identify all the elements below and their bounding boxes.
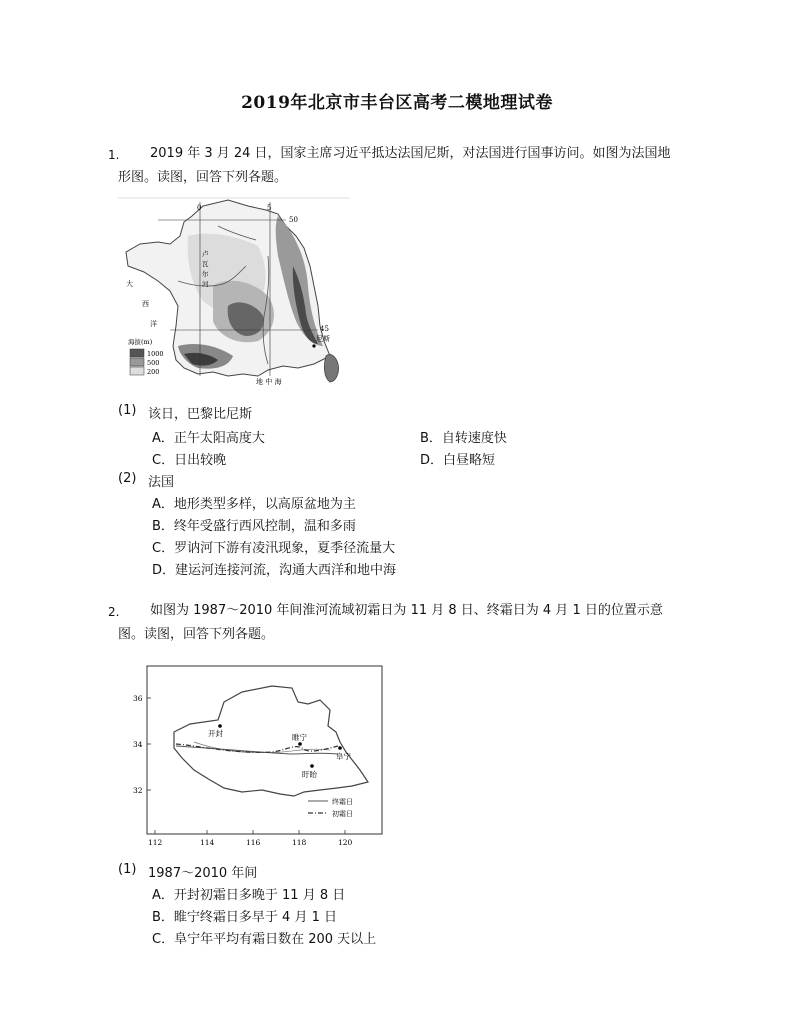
- question-1-number: 1.: [108, 148, 120, 162]
- y-tick-32: 32: [133, 786, 143, 795]
- map-ocean-char-2: 西: [142, 300, 149, 308]
- question-2-stem-line1: 如图为 1987～2010 年间淮河流域初霜日为 11 月 8 日、终霜日为 4 月 1 日的位置示意: [150, 603, 663, 618]
- q1-sub2-option-d[interactable]: D．建运河连接河流，沟通大西洋和地中海: [152, 563, 397, 578]
- map-legend-item-1000: 1000: [147, 350, 164, 358]
- question-2-stem-line2: 图。读图，回答下列各题。: [118, 627, 275, 642]
- legend-last-frost: 终霜日: [332, 798, 353, 806]
- y-tick-34: 34: [133, 740, 143, 749]
- x-tick-120: 120: [338, 838, 353, 847]
- q2-sub1-option-c[interactable]: C．阜宁年平均有霜日数在 200 天以上: [152, 932, 377, 947]
- map-sea-label: 地 中 海: [256, 378, 282, 386]
- map-river-char-1: 卢: [202, 250, 209, 258]
- y-tick-36: 36: [133, 694, 143, 703]
- legend-first-frost: 初霜日: [332, 810, 353, 818]
- map-lat-45: 45: [320, 325, 329, 333]
- map-ocean-char-3: 洋: [150, 320, 157, 328]
- france-terrain-map: [118, 196, 350, 398]
- q1-sub2-option-b[interactable]: B．终年受盛行西风控制，温和多雨: [152, 519, 356, 534]
- q1-sub1-option-a[interactable]: A．正午太阳高度大: [152, 431, 265, 446]
- q1-sub2-text: 法国: [148, 475, 175, 490]
- huai-river-frost-map: [132, 662, 392, 856]
- q1-sub2-option-c[interactable]: C．罗讷河下游有凌汛现象，夏季径流量大: [152, 541, 396, 556]
- q2-sub1-option-b[interactable]: B．睢宁终霜日多早于 4 月 1 日: [152, 910, 337, 925]
- map-lon-0: 0: [197, 204, 202, 212]
- q1-sub1-option-b[interactable]: B．自转速度快: [420, 431, 507, 446]
- huai-map-svg: [132, 662, 392, 852]
- question-2-number: 2.: [108, 605, 120, 619]
- page-title: 2019年北京市丰台区高考二模地理试卷: [241, 93, 553, 113]
- map-city-suining: 睢宁: [292, 733, 307, 742]
- map-river-char-3: 尔: [202, 270, 209, 278]
- q2-sub1-number: (1): [118, 862, 137, 877]
- map-city-nice: 尼斯: [316, 335, 330, 343]
- q1-sub1-option-d[interactable]: D．白昼略短: [420, 453, 496, 468]
- question-1-stem-line1: 2019 年 3 月 24 日，国家主席习近平抵达法国尼斯，对法国进行国事访问。如图为法国地: [150, 146, 671, 161]
- q2-sub1-option-a[interactable]: A．开封初霜日多晚于 11 月 8 日: [152, 888, 346, 903]
- question-1-stem-line2: 形图。读图，回答下列各题。: [118, 170, 288, 185]
- map-river-char-2: 瓦: [202, 260, 209, 268]
- x-tick-114: 114: [200, 838, 215, 847]
- map-river-char-4: 河: [202, 280, 209, 288]
- q2-sub1-text: 1987～2010 年间: [148, 866, 258, 881]
- map-legend-item-200: 200: [147, 368, 160, 376]
- france-map-svg: [118, 196, 350, 394]
- q1-sub2-number: (2): [118, 471, 137, 486]
- map-city-xuyi: 盱眙: [302, 770, 317, 779]
- q1-sub1-number: (1): [118, 403, 137, 418]
- x-tick-116: 116: [246, 838, 261, 847]
- x-tick-112: 112: [148, 838, 163, 847]
- map-city-kaifeng: 开封: [208, 729, 223, 738]
- map-city-funing: 阜宁: [336, 752, 351, 761]
- map-lat-50: 50: [289, 216, 298, 224]
- q1-sub2-option-a[interactable]: A．地形类型多样，以高原盆地为主: [152, 497, 356, 512]
- map-legend-title: 海拔(m): [128, 338, 153, 346]
- q1-sub1-text: 该日，巴黎比尼斯: [148, 407, 253, 422]
- map-legend-item-500: 500: [147, 359, 160, 367]
- map-lon-5: 5: [267, 204, 272, 212]
- q1-sub1-option-c[interactable]: C．日出较晚: [152, 453, 227, 468]
- map-ocean-char-1: 大: [126, 280, 133, 288]
- x-tick-118: 118: [292, 838, 307, 847]
